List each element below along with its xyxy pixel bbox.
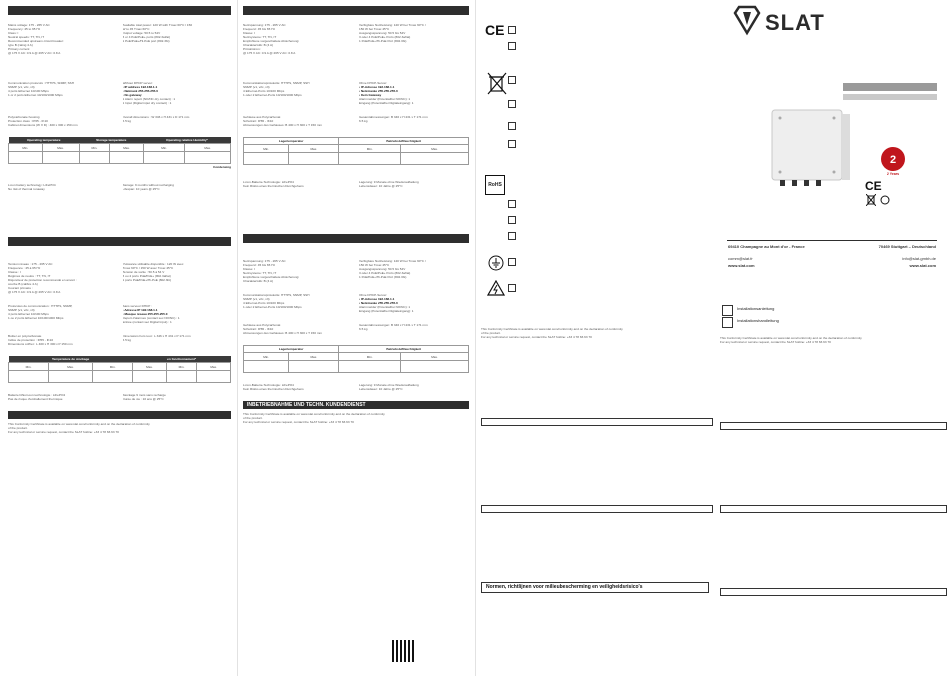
comm-line: 1 Input (Digital input dry contact) : 1	[122, 101, 172, 105]
spec-line: Verfügbare Nutzleistung: 120 W bei Tmax 60°C /	[359, 23, 426, 27]
specs-block-fr	[8, 262, 231, 294]
battery-line: No risk of thermal runaway	[8, 187, 45, 191]
battery-block	[8, 183, 231, 191]
comm-line: Protocoles de communication : HTTPS, SNMP,	[8, 304, 73, 308]
comm-line: SNMP (v1, v2c, v3)	[8, 308, 35, 312]
comm-line: 4 Ethernet-Ports 10/100 Mbps	[243, 301, 285, 305]
table-subheader: Max.	[133, 363, 167, 371]
section-header-bar	[243, 6, 469, 15]
checkbox-icon	[508, 140, 516, 148]
spec-line: Primary current:	[8, 47, 31, 51]
battery-line: Kein Risiko eines thermischen Durchgehens	[243, 387, 304, 391]
comm-line: • Adresse IP 192.168.1.1	[122, 308, 158, 312]
comm-line: Without DHCP server:	[122, 81, 153, 85]
checkbox-icon	[722, 305, 733, 316]
spec-line: 150 W bei Tmax 45°C	[359, 263, 390, 267]
regs-line: of the product.	[481, 331, 501, 335]
website-fr[interactable]: www.slat.com	[728, 263, 755, 268]
enclosure-line: Schutzart: IP65 - IK10	[243, 327, 274, 331]
table-subheader: Min.	[166, 363, 197, 371]
comm-line: • Masque réseau 255.255.255.0	[122, 312, 168, 316]
comm-line: 1 oder 2 Ethernet-Ports 10/100/1000 Mbps	[243, 305, 302, 309]
comm-line: Entrée (contact sec Digital Input) : 1	[122, 320, 172, 324]
divider-line	[727, 240, 937, 241]
spec-line: type B (rating 4 A)	[8, 43, 33, 47]
instruction-line: This Conformity Certificate is available on www.slat.com/conformity and on the declaration of conformity	[720, 336, 862, 340]
table-header: Operating relative Humidity*	[143, 137, 230, 144]
condensing-note: Condensing	[213, 165, 231, 169]
spec-line: Frequenz: 45 bis 65 Hz	[243, 263, 275, 267]
table-subheader: Max.	[289, 353, 339, 361]
comm-line: • IP address 192.168.1.1	[122, 85, 158, 89]
temperature-table-de	[243, 137, 469, 165]
spec-line: Fréquence : 45 à 65 Hz	[8, 266, 41, 270]
comm-block-fr	[8, 304, 231, 324]
table-subheader: Max.	[197, 363, 231, 371]
spec-line: @ 175 V AC: 0.9 A @ 265 V AC: 0.8 A	[8, 51, 61, 55]
rohs-badge: RoHS	[485, 175, 505, 195]
spec-line: Empfohlene vorgeschaltete Absicherung:	[243, 275, 300, 279]
regs-line: This Conformity Certificate is available on www.slat.com/conformity and on the declaration of conformity	[481, 327, 623, 331]
install-label-1: Installationsanleitung	[737, 306, 775, 311]
checkbox-icon	[508, 216, 516, 224]
spec-line: Verfügbare Nutzleistung: 120 W bei Tmax 60°C /	[359, 259, 426, 263]
checkbox-icon	[508, 258, 516, 266]
temperature-table-fr	[8, 356, 231, 383]
section-header-bar	[8, 411, 231, 419]
subtitle-bar	[843, 94, 937, 100]
spec-line: Tension de sortie : 50.5 à 54 V	[122, 270, 165, 274]
enclosure-line: Overall dimensions : W 346 x H 431 x D 171 mm	[122, 115, 190, 119]
comm-line: 4 Ethernet-Ports 10/100 Mbps	[243, 89, 285, 93]
battery-line: Kein Risiko eines thermischen Durchgehens	[243, 184, 304, 188]
regs-line: For any technical or service request, contact the SLAT hotline: +33 4 78 66 63 70	[481, 335, 592, 339]
checkbox-icon	[508, 100, 516, 108]
address-fr: 69410 Champagne au Mont d'or - France	[728, 244, 805, 249]
product-enclosure-image	[762, 104, 882, 194]
battery-block-de-2	[243, 383, 469, 391]
svg-text:2: 2	[889, 154, 897, 166]
spec-line: Mains voltage: 175 - 265 V AC	[8, 23, 50, 27]
comm-line: SNMP (v1, v2c, v3)	[243, 85, 270, 89]
checkbox-icon	[508, 232, 516, 240]
spec-line: Puissance utilisable disponible : 120 W avec	[122, 262, 184, 266]
footer-line: This Conformity Certificate is available on www.slat.com/conformity and on the declaration of conformity	[243, 412, 385, 416]
battery-block-de	[243, 180, 469, 188]
footer-line: For any technical or service request, contact the SLAT hotline: +33 4 78 66 63 70	[8, 430, 119, 434]
recycle-icon	[880, 194, 890, 206]
high-voltage-warning-icon	[487, 280, 505, 296]
section-header-bar	[8, 237, 231, 246]
panel-german	[237, 0, 475, 676]
footer-line: of the product.	[8, 426, 28, 430]
spec-line: courbe B (calibre 4 A)	[8, 282, 38, 286]
warranty-badge-icon	[880, 146, 906, 172]
enclosure-line: 6.5 kg	[122, 338, 131, 342]
safety-instructions	[720, 336, 945, 344]
spec-line: @ 175 V AC: 0.9 A @ 265 V AC: 0.8 A	[8, 290, 61, 294]
comm-block-de-2	[243, 293, 469, 313]
comm-line: 1 ou 2 ports Ethernet 10/100/1000 Mbps	[8, 316, 64, 320]
table-header: Lagertemperatur	[244, 138, 339, 145]
footer-line: of the product.	[243, 416, 263, 420]
weee-bin-icon	[487, 72, 507, 96]
battery-line: Li-Ion-Batterie-Technologie: LiFePO4	[243, 383, 294, 387]
spec-line: Output voltage: 50.5 to 54V	[122, 31, 161, 35]
table-header: Storage temperature	[79, 137, 143, 144]
comm-line: Sans serveur DHCP :	[122, 304, 153, 308]
comm-line: • IP-Adresse 192.168.1.1	[359, 297, 395, 301]
comm-line: • Netzmaske 255.255.255.0	[359, 89, 398, 93]
table-header: en fonctionnement*	[133, 356, 231, 363]
temperature-table-de-2	[243, 345, 469, 373]
comm-line: • Kein Gateway	[359, 93, 382, 97]
enclosure-line: Boitier en polycarbonate	[8, 334, 42, 338]
table-subheader: Max.	[289, 145, 339, 153]
comm-line: 4 ports Ethernet 10/100 Mbps	[8, 89, 49, 93]
comm-line: Kommunikationsprotokolle: HTTPS, SNMP, SSH	[243, 81, 310, 85]
comm-line: Kommunikationsprotokolle: HTTPS, SNMP, SSH	[243, 293, 310, 297]
enclosure-line: 6.5 kg	[122, 119, 131, 123]
comm-line: 1 or 2 ports Ethernet 10/100/1000 Mbps	[8, 93, 63, 97]
spec-line: Recommended upstream circuit breaker:	[8, 39, 64, 43]
spec-line: Klasse: I	[243, 31, 255, 35]
enclosure-line: Indice de protection : IP65 - IK10	[8, 338, 54, 342]
checkbox-icon	[722, 317, 733, 328]
svg-text:CE: CE	[485, 22, 505, 38]
section-header-box	[481, 505, 713, 513]
table-subheader: Min.	[244, 353, 289, 361]
comm-line: • Netmask 255.255.255.0	[122, 89, 158, 93]
battery-line: Batterie lithium-ion technologie : LiFePO4	[8, 393, 66, 397]
email-de[interactable]: info@slat-gmbh.de	[902, 256, 936, 261]
comm-line: 1 oder 2 Ethernet-Ports 10/100/1000 Mbps	[243, 93, 302, 97]
specs-block-de	[243, 23, 469, 55]
table-subheader: Max.	[110, 144, 144, 152]
spec-line: Netzsysteme: TT, TN, IT	[243, 35, 277, 39]
comm-block	[8, 81, 231, 105]
spec-line: 3 oder 4 PoE/PoE+ Ports (802.3af/at)	[359, 35, 411, 39]
battery-line: Lifespan: 10 years @ 25°C	[122, 187, 160, 191]
footer-line: For any technical or service request, contact the SLAT hotline: +33 4 78 66 63 70	[243, 420, 354, 424]
spec-line: Neutral speeds: TT, TN, IT	[8, 35, 45, 39]
spec-line: Netzspannung: 175 - 265 V AC	[243, 259, 286, 263]
spec-line: W to 45 Tmax 60°C	[122, 27, 150, 31]
address-de: 70469 Stuttgart – Deutschland	[878, 244, 936, 249]
enclosure-line: Abmessungen des Gehäuses: B 400 x H 300 x T 150 mm	[243, 331, 322, 335]
section-title-nl: Normen, richtlijnen voor milieubescherming en veiligheidsrisico's	[481, 582, 709, 593]
checkbox-icon	[508, 122, 516, 130]
qr-code	[392, 640, 414, 662]
enclosure-block-de-2	[243, 323, 469, 335]
spec-line: 3 oder 4 PoE/PoE+ Ports (802.3af/at)	[359, 271, 411, 275]
checkbox-icon	[508, 76, 516, 84]
spec-line: Netzsysteme: TT, TN, IT	[243, 271, 277, 275]
spec-line: 3 or 4 PoE/PoE+ ports (802.3af/at)	[122, 35, 171, 39]
enclosure-line: Gesamtabmessungen: B 346 x H 431 x T 171 mm	[359, 323, 428, 327]
brand-name: SLAT	[765, 10, 825, 35]
battery-line: Pas de risque d'emballement thermique	[8, 397, 63, 401]
table-subheader: Max.	[401, 353, 469, 361]
spec-line: Disjoncteur de protection recommandé en amont :	[8, 278, 77, 282]
enclosure-block	[8, 115, 231, 127]
battery-line: Lebensdauer: 10 Jahre @ 25°C	[359, 184, 403, 188]
comm-line: 1 Alarm report (NO/NC dry contact) : 1	[122, 97, 176, 101]
specs-block-de-2	[243, 259, 469, 283]
comm-line: Alarmmelder (Potentialfrei NO/NC): 1	[359, 305, 411, 309]
specs-block	[8, 23, 231, 55]
table-subheader: Max.	[185, 144, 231, 152]
checkbox-icon	[508, 42, 516, 50]
panel-regulatory	[475, 0, 717, 676]
spec-line: Tension réseau : 175 - 265 V AC	[8, 262, 53, 266]
section-header-bar	[8, 6, 231, 15]
battery-block-fr	[8, 393, 231, 401]
comm-line: Report d'alarmes (contact sec NO/NC) : 1	[122, 316, 180, 320]
comm-line: 4 ports Ethernet 10/100 Mbps	[8, 312, 49, 316]
spec-line: Klasse: I	[243, 267, 255, 271]
comm-line: Eingang (Potentialfrei Digitaleingang): 1	[359, 101, 414, 105]
spec-line: Ausgangsspannung: 50.5 bis 54V	[359, 31, 406, 35]
install-label-2: Installationshandleitung	[737, 318, 779, 323]
regs-block-en	[481, 327, 711, 339]
section-header-bar	[243, 234, 469, 243]
spec-line: Class: I	[8, 31, 19, 35]
spec-line: @ 175 V AC: 0.9 A @ 265 V AC: 0.8 A	[243, 51, 296, 55]
enclosure-line: Polycarbonate housing	[8, 115, 40, 119]
comm-line: SNMP (v1, v2c, v3)	[243, 297, 270, 301]
enclosure-line: Protection class : IP65 - IK10	[8, 119, 48, 123]
website-de[interactable]: www.slat.com	[909, 263, 936, 268]
table-subheader: Min.	[339, 145, 401, 153]
section-header-box	[720, 505, 947, 513]
ce-mark-icon	[485, 22, 507, 38]
comm-line: Ohne DHCP-Server:	[359, 293, 388, 297]
table-subheader: Min.	[244, 145, 289, 153]
spec-line: Frequency: 45 to 65 Hz	[8, 27, 41, 31]
ce-mark-icon	[865, 178, 885, 192]
battery-line: Stockage 9 mois sans recharge	[122, 393, 166, 397]
battery-line: Lagerung: 9 Monate ohne Wiederaufladung	[359, 383, 419, 387]
earth-ground-icon	[488, 255, 504, 271]
section-title-bar: INBETRIEBNAHME UND TECHN. KUNDENDIENST	[243, 401, 469, 409]
panel-english	[0, 0, 237, 676]
spec-line: 150 W bei Tmax 45°C	[359, 27, 390, 31]
spec-line: 1 PoE/PoE+/Hi-PoE port (802.3bt)	[122, 39, 170, 43]
table-subheader: Min.	[9, 363, 49, 371]
table-subheader: Min.	[93, 363, 133, 371]
checkbox-icon	[508, 284, 516, 292]
enclosure-line: Gesamtabmessungen: B 346 x H 431 x T 171 mm	[359, 115, 428, 119]
spec-line: 1 PoE/PoE+/Hi-PoE Port (802.3bt)	[359, 39, 407, 43]
comm-line: Ohne DHCP-Server:	[359, 81, 388, 85]
weee-bin-icon	[866, 194, 876, 206]
enclosure-line: 6.5 kg	[359, 119, 368, 123]
svg-text:CE: CE	[865, 179, 882, 192]
spec-line: 1 ports PoE/PoE+/Hi-PoE (802.3bt)	[122, 278, 172, 282]
spec-line: 1 PoE/PoE+/Hi-PoE Port (802.3bt)	[359, 275, 407, 279]
footer-line: This Conformity Certificate is available on www.slat.com/conformity and on the declaration of conformity	[8, 422, 150, 426]
title-bar	[843, 83, 937, 91]
table-header: Betriebsluftfeuchtigkeit	[339, 346, 469, 353]
spec-line: Empfohlene vorgeschaltete Absicherung:	[243, 39, 300, 43]
warranty-text: 2 Years	[886, 172, 900, 176]
table-header: Lagertemperatur	[244, 346, 339, 353]
spec-line: Tmax 60°C / 150 W avec Tmax 45°C	[122, 266, 174, 270]
table-subheader: Min.	[79, 144, 110, 152]
checkbox-icon	[508, 200, 516, 208]
table-subheader: Max.	[401, 145, 469, 153]
battery-line: Lebensdauer: 10 Jahre @ 25°C	[359, 387, 403, 391]
enclosure-line: 6.5 kg	[359, 327, 368, 331]
spec-line: 3 ou 4 ports PoE/PoE+ (802.3af/at)	[122, 274, 171, 278]
table-header: Operating temperature	[9, 137, 80, 144]
comm-line: Communication protocols : HTTPS, SNMP, SSH	[8, 81, 74, 85]
enclosure-line: Abmessungen des Gehäuses: B 400 x H 300 x T 150 mm	[243, 123, 322, 127]
enclosure-line: Dimensions hors tout : L 346 x H 431 x P 171 mm	[122, 334, 191, 338]
comm-block-de	[243, 81, 469, 105]
battery-line: Durée de vie : 10 ans @ 25°C	[122, 397, 164, 401]
spec-line: Charakteristik: B (4 A)	[243, 43, 274, 47]
comm-line: • Netzmaske 255.255.255.0	[359, 301, 398, 305]
enclosure-line: Gehäuse aus Polycarbonat	[243, 323, 281, 327]
enclosure-line: Schutzart: IP65 - IK10	[243, 119, 274, 123]
spec-line: Régimes de neutre : TT, TN, IT	[8, 274, 51, 278]
comm-line: Eingang (Potentialfrei Digitaleingang): 1	[359, 309, 414, 313]
email-fr[interactable]: comm@slat.fr	[728, 256, 753, 261]
enclosure-block-fr	[8, 334, 231, 346]
checkbox-icon	[508, 26, 516, 34]
comm-line: • IP-Adresse 192.168.1.1	[359, 85, 395, 89]
table-subheader: Max.	[42, 144, 79, 152]
table-subheader: Min.	[143, 144, 184, 152]
battery-line: Storage: 9 months without recharging	[122, 183, 174, 187]
specs-left	[8, 23, 117, 55]
section-header-box	[720, 588, 947, 596]
spec-line: Primärstrom:	[243, 47, 261, 51]
temperature-table	[8, 137, 231, 164]
battery-line: Li-ion battery technology: LiFePO4	[8, 183, 56, 187]
spec-line: Charakteristik: B (4 A)	[243, 279, 274, 283]
comm-line: Alarmmelder (Potentialfrei NO/NC): 1	[359, 97, 411, 101]
enclosure-line: Gehäuse aus Polycarbonat	[243, 115, 281, 119]
spec-line: Courant primaire :	[8, 286, 33, 290]
spec-line: Ausgangsspannung: 50.5 bis 54V	[359, 267, 406, 271]
comm-line: • No gateway	[122, 93, 142, 97]
specs-right	[123, 23, 232, 55]
battery-line: Li-Ion-Batterie-Technologie: LiFePO4	[243, 180, 294, 184]
table-subheader: Min.	[9, 144, 43, 152]
table-subheader: Min.	[339, 353, 401, 361]
table-header: Température de stockage	[9, 356, 133, 363]
table-subheader: Max.	[49, 363, 93, 371]
section-header-box	[481, 418, 713, 426]
enclosure-block-de	[243, 115, 469, 127]
table-header: Betriebsluftfeuchtigkeit	[339, 138, 469, 145]
comm-line: SNMP (v1, v2c, v3)	[8, 85, 35, 89]
instruction-line: For any technical or service request, contact the SLAT hotline: +33 4 78 66 63 70	[720, 340, 831, 344]
section-header-box	[720, 422, 947, 430]
enclosure-line: Cabinet dimensions (W X D) : 400 x 300 x 150 mm	[8, 123, 78, 127]
spec-line: Frequenz: 45 bis 65 Hz	[243, 27, 275, 31]
spec-line: Available total power: 120 W with Tmax 60°C / 150	[122, 23, 193, 27]
spec-line: Classe : I	[8, 270, 21, 274]
battery-line: Lagerung: 9 Monate ohne Wiederaufladung	[359, 180, 419, 184]
enclosure-line: Dimensions coffret : L 400 x H 300 x P 150 mm	[8, 342, 73, 346]
spec-line: Netzspannung: 175 - 265 V AC	[243, 23, 286, 27]
